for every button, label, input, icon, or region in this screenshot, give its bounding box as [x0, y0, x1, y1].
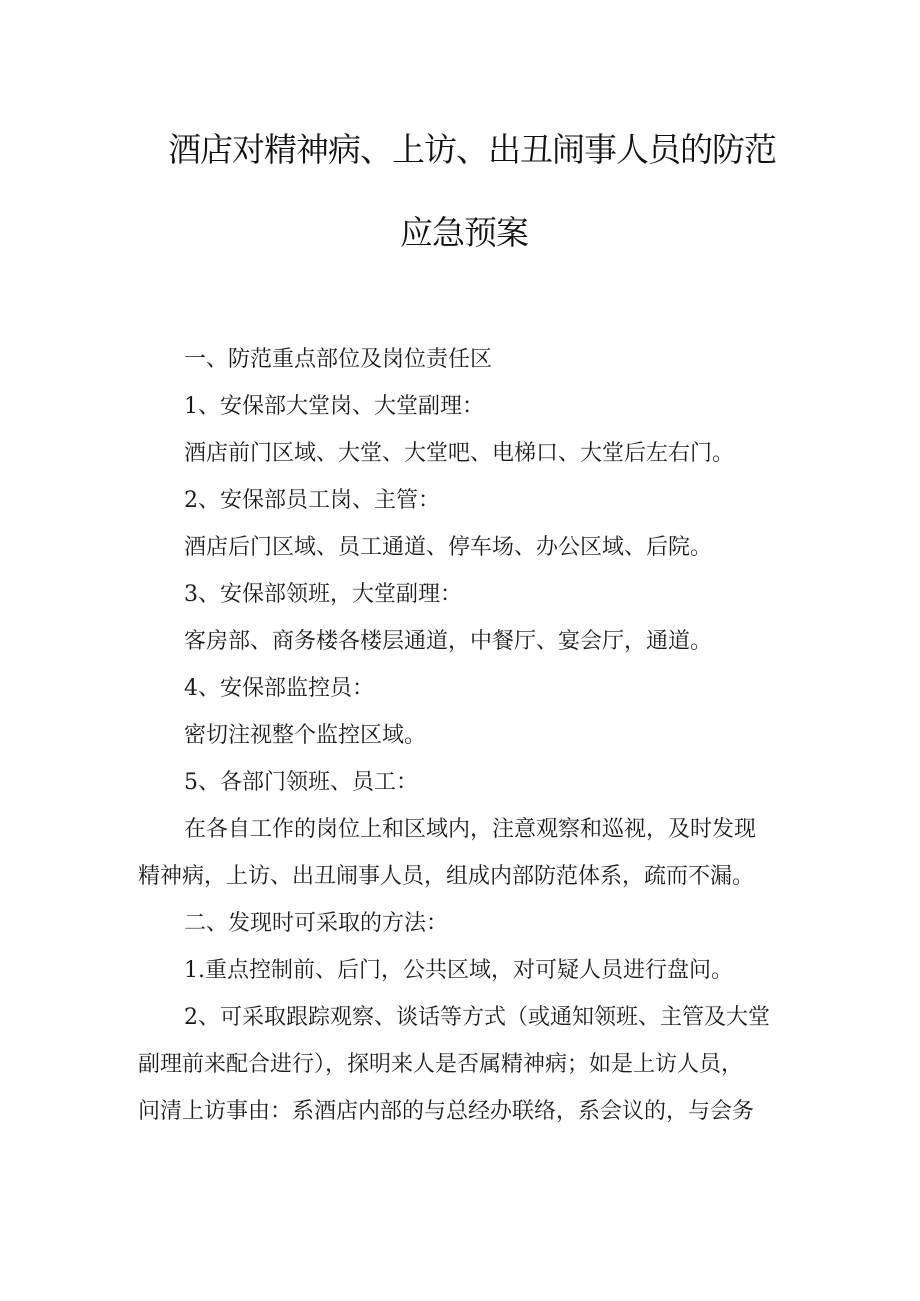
- paragraph-line: 2、可采取跟踪观察、谈话等方式（或通知领班、主管及大堂: [184, 1005, 770, 1030]
- paragraph-line: 1.重点控制前、后门，公共区域，对可疑人员进行盘问。: [184, 958, 733, 983]
- item-heading-2: 2、安保部员工岗、主管：: [184, 488, 440, 513]
- paragraph-line: 精神病，上访、出丑闹事人员，组成内部防范体系，疏而不漏。: [138, 864, 755, 889]
- paragraph-line: 副理前来配合进行），探明来人是否属精神病；如是上访人员，: [138, 1052, 744, 1077]
- document-title-line-1: 酒店对精神病、上访、出丑闹事人员的防范: [168, 130, 776, 169]
- paragraph-line: 在各自工作的岗位上和区域内，注意观察和巡视，及时发现: [184, 817, 757, 842]
- document-title-line-2: 应急预案: [400, 213, 528, 252]
- item-heading-5: 5、各部门领班、员工：: [184, 770, 418, 795]
- paragraph-line: 问清上访事由：系酒店内部的与总经办联络，系会议的，与会务: [138, 1099, 755, 1124]
- item-text-4: 密切注视整个监控区域。: [184, 723, 427, 748]
- section-heading-1: 一、防范重点部位及岗位责任区: [184, 347, 493, 372]
- item-text-1: 酒店前门区域、大堂、大堂吧、电梯口、大堂后左右门。: [184, 441, 735, 466]
- item-text-2: 酒店后门区域、员工通道、停车场、办公区域、后院。: [184, 535, 713, 560]
- section-heading-2: 二、发现时可采取的方法：: [184, 911, 449, 936]
- item-text-3: 客房部、商务楼各楼层通道，中餐厅、宴会厅，通道。: [184, 629, 713, 654]
- item-heading-1: 1、安保部大堂岗、大堂副理：: [184, 394, 484, 419]
- item-heading-4: 4、安保部监控员：: [184, 676, 374, 701]
- document-body: [138, 336, 798, 1135]
- item-heading-3: 3、安保部领班，大堂副理：: [184, 582, 462, 607]
